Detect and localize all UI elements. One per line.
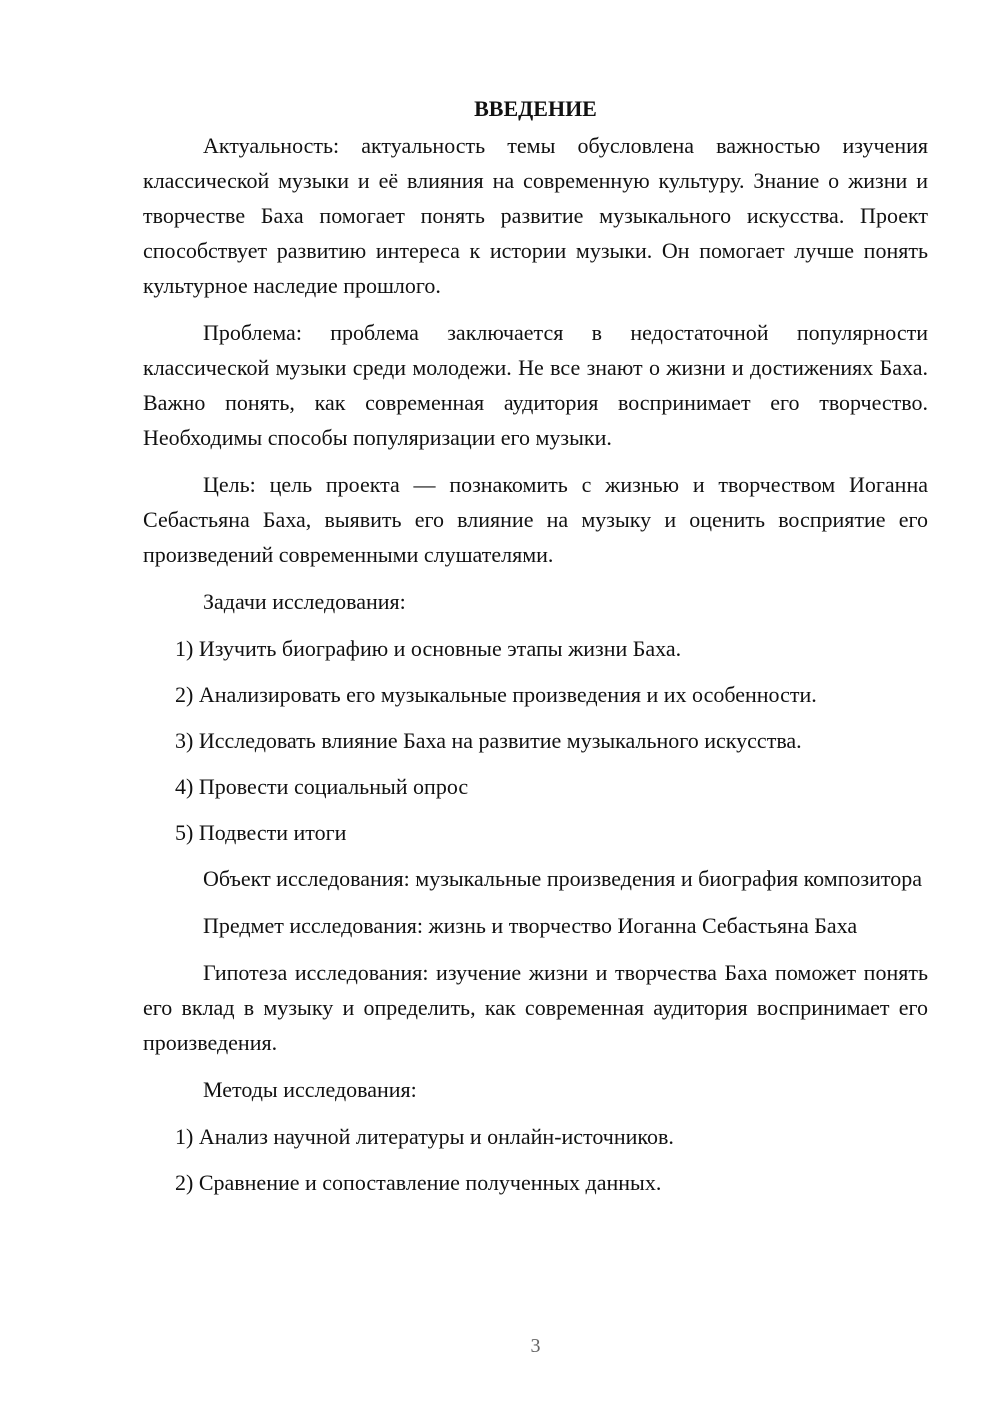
object-paragraph: Объект исследования: музыкальные произведения и биография композитора — [203, 866, 922, 891]
hypothesis-paragraph: Гипотеза исследования: изучение жизни и творчества Баха поможет понять его вклад в музыку и определить, как современная аудитория воспринимает его произведения. — [143, 960, 928, 1055]
list-item: 2) Анализировать его музыкальные произведения и их особенности. — [175, 682, 817, 707]
problem-paragraph: Проблема: проблема заключается в недостаточной популярности классической музыки среди молодежи. Не все знают о жизни и достижениях Баха. Важно понять, как современная аудитория воспринимает его творчество. Необходимы способы популяризации его музыки. — [143, 320, 928, 450]
page-number: 3 — [530, 1335, 541, 1357]
tasks-list — [143, 631, 928, 850]
list-item: 1) Анализ научной литературы и онлайн-источников. — [175, 1124, 674, 1149]
section-title: ВВЕДЕНИЕ — [474, 96, 597, 121]
relevance-paragraph: Актуальность: актуальность темы обусловлена важностью изучения классической музыки и её влияния на современную культуру. Знание о жизни и творчестве Баха помогает понять развитие музыкального искусства. Проект способствует развитию интереса к истории музыки. Он помогает лучше понять культурное наследие прошлого. — [143, 133, 928, 298]
list-item: 4) Провести социальный опрос — [175, 774, 469, 799]
document-page — [143, 94, 928, 1211]
list-item: 5) Подвести итоги — [175, 820, 347, 845]
subject-paragraph: Предмет исследования: жизнь и творчество Иоганна Себастьяна Баха — [203, 913, 858, 938]
methods-list — [143, 1119, 928, 1200]
methods-heading: Методы исследования: — [203, 1077, 417, 1102]
goal-paragraph: Цель: цель проекта — познакомить с жизнью и творчеством Иоганна Себастьяна Баха, выявить его влияние на музыку и оценить восприятие его произведений современными слушателями. — [143, 472, 928, 567]
tasks-heading: Задачи исследования: — [203, 589, 406, 614]
list-item: 1) Изучить биографию и основные этапы жизни Баха. — [175, 636, 682, 661]
list-item: 2) Сравнение и сопоставление полученных данных. — [175, 1170, 662, 1195]
list-item: 3) Исследовать влияние Баха на развитие музыкального искусства. — [175, 728, 802, 753]
